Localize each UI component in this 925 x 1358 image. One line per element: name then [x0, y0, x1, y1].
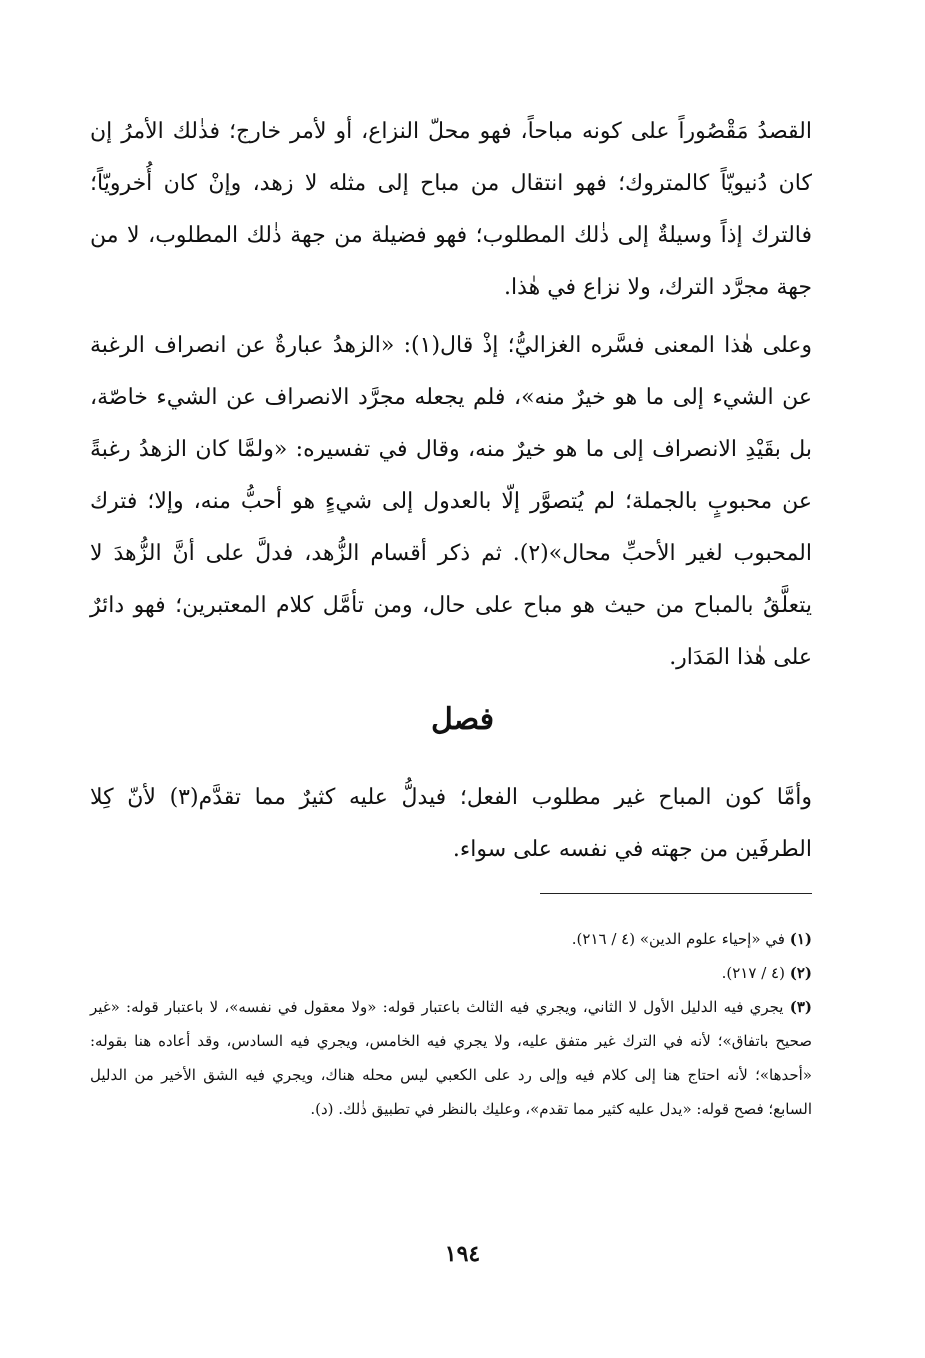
- footnote-text: يجري فيه الدليل الأول لا الثاني، ويجري فيه الثالث باعتبار قوله: «ولا معقول في نفسه»، لا باعتبار قوله: «غير صحيح باتفاق»؛ لأنه في الترك غير متفق عليه، ولا يجري فيه الخامس، ويجري فيه السادس، وقد أعاده هنا بقوله: «أحدها»؛ لأنه احتاج هنا إلى كلام فيه وإلى رد على الكعبي ليس محله هناك، ويجري فيه الشق الأخير من الدليل السابع؛ فصح قوله: «يدل عليه كثير مما تقدم»، وعليك بالنظر في تطبيق ذٰلك. (د).: [90, 998, 812, 1118]
- footnote-2: [90, 956, 812, 990]
- footnote-text: (٤ / ٢١٧).: [721, 964, 785, 982]
- footnote-number: (١): [789, 930, 812, 948]
- footnote-number: (٢): [789, 964, 812, 982]
- page-number: ١٩٤: [444, 1241, 481, 1267]
- section-heading: فصل: [430, 702, 495, 737]
- body-paragraph-1: القصدُ مَقْصُوراً على كونه مباحاً، فهو محلّ النزاع، أو لأمر خارج؛ فذٰلك الأمرُ إن كان دُنيويّاً كالمتروك؛ فهو انتقال من مباح إلى مثله لا زهد، وإنْ كان أُخرويّاً؛ فالترك إذاً وسيلةٌ إلى ذٰلك المطلوب؛ فهو فضيلة من جهة ذٰلك المطلوب، لا من جهة مجرَّد الترك، ولا نزاع في هٰذا.: [90, 119, 812, 300]
- footnote-text: في «إحياء علوم الدين» (٤ / ٢١٦).: [571, 930, 785, 948]
- footnote-1: [90, 922, 812, 956]
- footnotes: [90, 922, 812, 1126]
- footnote-divider: [540, 893, 812, 894]
- footnote-3: [90, 990, 812, 1126]
- section-paragraph: وأمَّا كون المباح غير مطلوب الفعل؛ فيدلُّ عليه كثيرٌ مما تقدَّم(٣) لأنّ كِلا الطرفَين من جهته في نفسه على سواء.: [90, 785, 813, 862]
- footnote-number: (٣): [789, 998, 812, 1016]
- body-paragraph-2: وعلى هٰذا المعنى فسَّره الغزاليُّ؛ إذْ قال(١): «الزهدُ عبارةٌ عن انصراف الرغبة عن الشيء إلى ما هو خيرٌ منه»، فلم يجعله مجرَّد الانصراف عن الشيء خاصّة، بل بقَيْدِ الانصراف إلى ما هو خيرٌ منه، وقال في تفسيره: «ولمَّا كان الزهدُ رغبةً عن محبوبٍ بالجملة؛ لم يُتصوَّر إلّا بالعدول إلى شيءٍ هو أحبُّ منه، وإلا؛ فترك المحبوب لغير الأحبِّ محال»(٢). ثم ذكر أقسام الزُّهد، فدلَّ على أنَّ الزُّهدَ لا يتعلَّقُ بالمباح من حيث هو مباح على حال، ومن تأمَّل كلام المعتبرين؛ فهو دائرٌ على هٰذا المَدَار.: [90, 333, 812, 670]
